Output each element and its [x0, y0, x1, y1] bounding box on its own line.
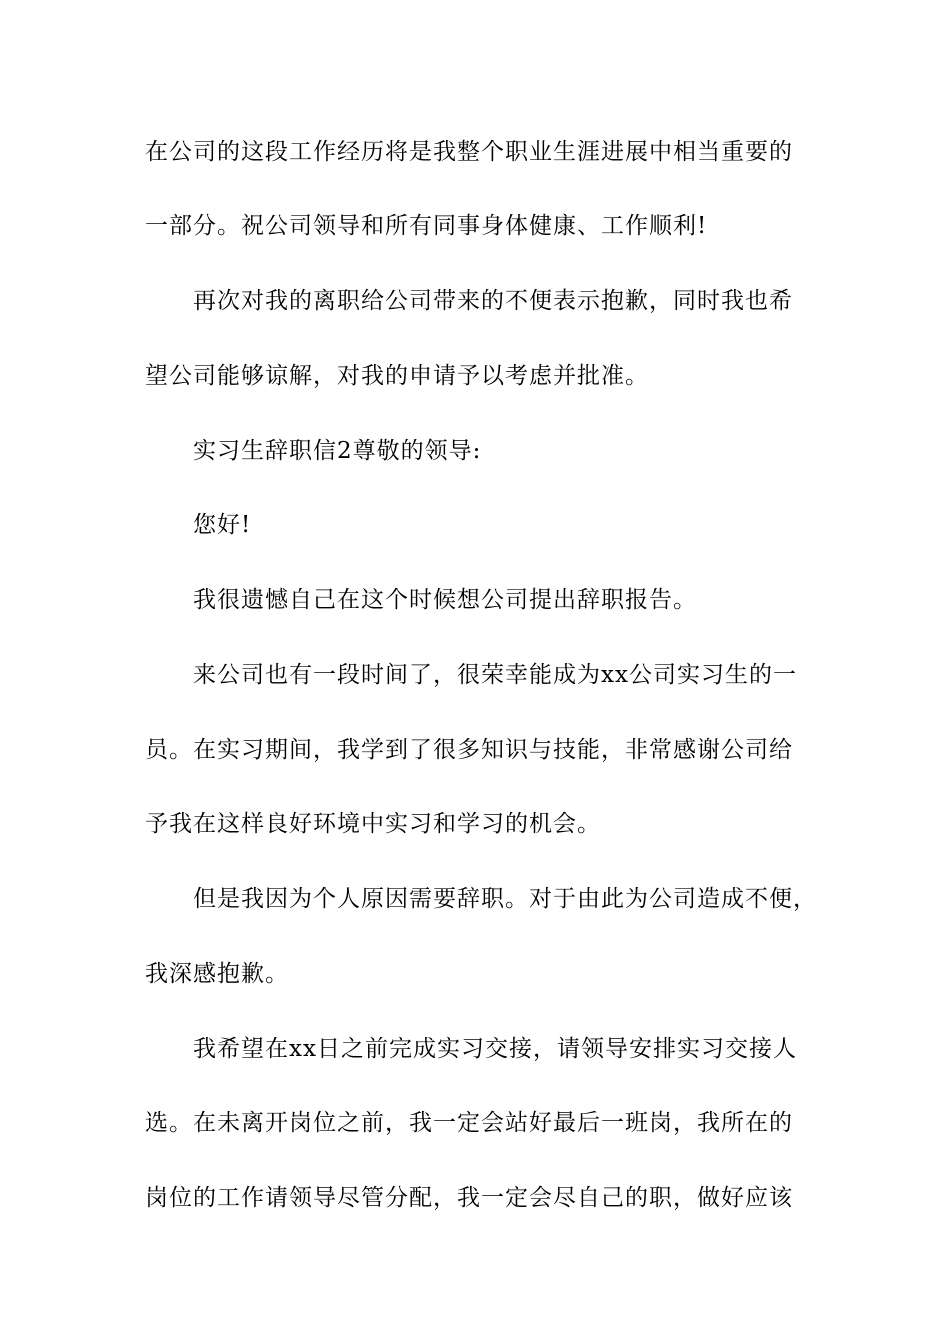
text-line: 我深感抱歉。	[145, 961, 289, 987]
paragraph-first-line: 来公司也有一段时间了，很荣幸能成为xx公司实习生的一	[193, 662, 797, 688]
text-line: 在公司的这段工作经历将是我整个职业生涯进展中相当重要的	[145, 139, 793, 165]
text-line: 岗位的工作请领导尽管分配，我一定会尽自己的职，做好应该	[145, 1185, 793, 1211]
text-line: 望公司能够谅解，对我的申请予以考虑并批准。	[145, 363, 649, 389]
text-line: 选。在未离开岗位之前，我一定会站好最后一班岗，我所在的	[145, 1110, 793, 1136]
text-line: 一部分。祝公司领导和所有同事身体健康、工作顺利!	[145, 213, 708, 239]
greeting: 您好!	[193, 512, 252, 538]
text-line: 员。在实习期间，我学到了很多知识与技能，非常感谢公司给	[145, 737, 793, 763]
letter-heading: 实习生辞职信2尊敬的领导:	[193, 438, 482, 464]
paragraph-first-line: 我希望在xx日之前完成实习交接，请领导安排实习交接人	[193, 1036, 797, 1062]
paragraph-first-line: 再次对我的离职给公司带来的不便表示抱歉，同时我也希	[193, 288, 793, 314]
paragraph-first-line: 但是我因为个人原因需要辞职。对于由此为公司造成不便，	[193, 886, 817, 912]
paragraph-first-line: 我很遗憾自己在这个时候想公司提出辞职报告。	[193, 587, 697, 613]
text-line: 予我在这样良好环境中实习和学习的机会。	[145, 811, 601, 837]
